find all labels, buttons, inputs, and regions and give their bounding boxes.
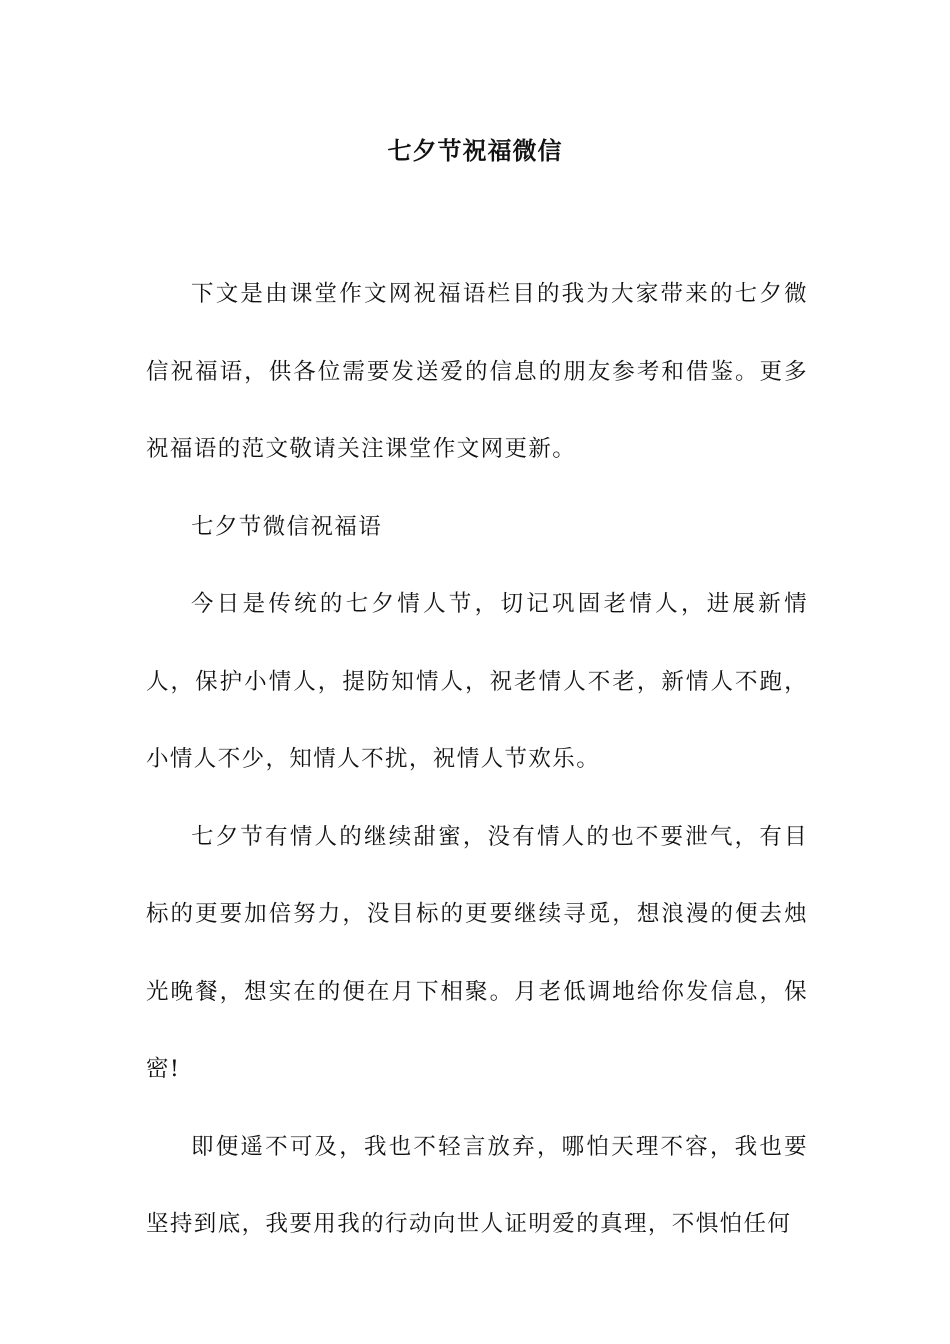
document-body	[146, 256, 808, 1264]
document-title: 七夕节祝福微信	[387, 136, 563, 165]
section-heading: 七夕节微信祝福语	[191, 513, 383, 540]
paragraph-intro: 下文是由课堂作文网祝福语栏目的我为大家带来的七夕微信祝福语，供各位需要发送爱的信息的朋友参考和借鉴。更多祝福语的范文敬请关注课堂作文网更新。	[146, 281, 808, 462]
paragraph-blessing-2: 七夕节有情人的继续甜蜜，没有情人的也不要泄气，有目标的更要加倍努力，没目标的更要继续寻觅，想浪漫的便去烛光晚餐，想实在的便在月下相聚。月老低调地给你发信息，保密!	[146, 823, 808, 1082]
paragraph-blessing-1: 今日是传统的七夕情人节，切记巩固老情人，进展新情人，保护小情人，提防知情人，祝老情人不老，新情人不跑，小情人不少，知情人不扰，祝情人节欢乐。	[146, 591, 808, 772]
paragraph-blessing-3: 即便遥不可及，我也不轻言放弃，哪怕天理不容，我也要坚持到底，我要用我的行动向世人证明爱的真理，不惧怕任何	[146, 1133, 808, 1237]
